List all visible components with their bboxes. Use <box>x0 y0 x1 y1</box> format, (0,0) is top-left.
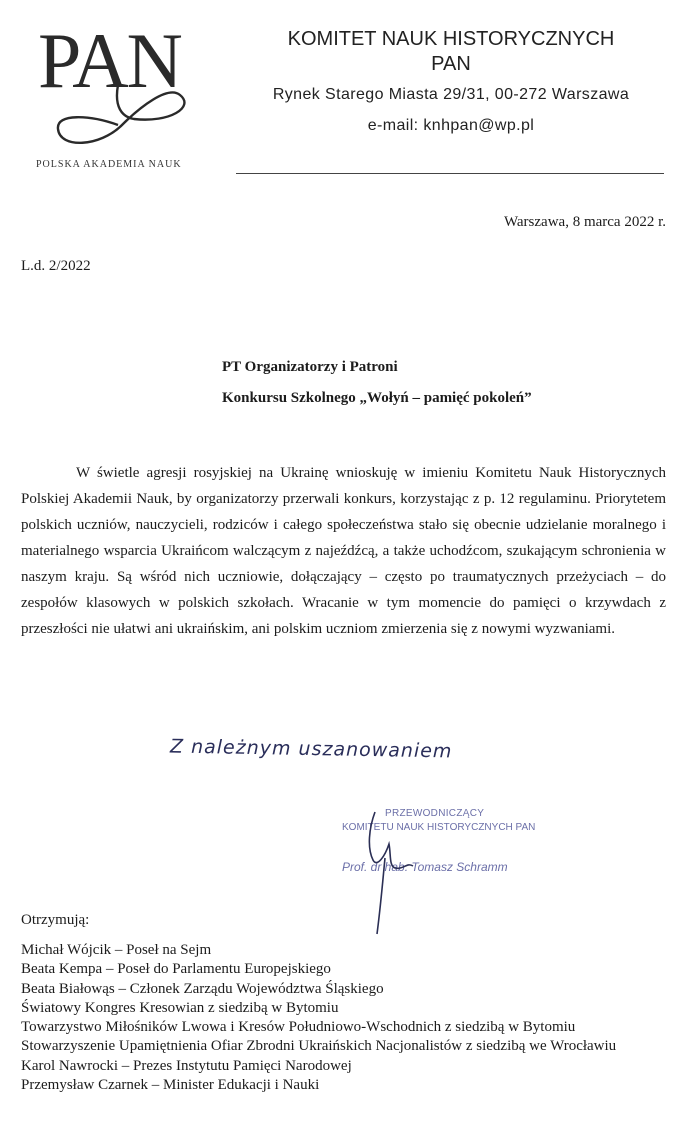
committee-name-line2: PAN <box>431 53 471 75</box>
logo-subtitle: POLSKA AKADEMIA NAUK <box>36 159 182 170</box>
logo-text: PAN <box>38 17 181 104</box>
handwritten-closing: Z należnym uszanowaniem <box>169 735 453 763</box>
recipient-item: Światowy Kongres Kresowian z siedzibą w Bytomiu <box>21 999 339 1016</box>
handwritten-signature <box>355 808 415 938</box>
recipients-heading: Otrzymują: <box>21 912 90 928</box>
header-divider <box>236 173 664 174</box>
stamp-title: PRZEWODNICZĄCY <box>385 808 485 819</box>
recipient-item: Stowarzyszenie Upamiętnienia Ofiar Zbrodni Ukraińskich Nacjonalistów z siedzibą we Wrocławiu <box>21 1038 617 1055</box>
recipient-item: Towarzystwo Miłośników Lwowa i Kresów Południowo-Wschodnich z siedzibą w Bytomiu <box>21 1019 576 1036</box>
stamp-organization: KOMITETU NAUK HISTORYCZNYCH PAN <box>342 822 536 833</box>
addressee <box>222 352 532 414</box>
recipient-item: Beata Kempa – Poseł do Parlamentu Europejskiego <box>21 961 331 978</box>
recipient-item: Beata Białowąs – Członek Zarządu Województwa Śląskiego <box>21 980 384 997</box>
reference-number: L.d. 2/2022 <box>21 258 91 274</box>
letter-date: Warszawa, 8 marca 2022 r. <box>503 214 666 230</box>
stamp-name: Prof. dr hab. Tomasz Schramm <box>342 860 508 874</box>
committee-address: Rynek Starego Miasta 29/31, 00-272 Warszawa <box>272 86 630 103</box>
recipient-item: Karol Nawrocki – Prezes Instytutu Pamięci Narodowej <box>21 1057 352 1074</box>
addressee-line1: PT Organizatorzy i Patroni <box>222 359 398 375</box>
recipients-list <box>21 941 681 1095</box>
committee-name-line1: KOMITET NAUK HISTORYCZNYCH <box>287 28 615 50</box>
recipient-item: Michał Wójcik – Poseł na Sejm <box>21 942 212 958</box>
committee-email: e-mail: knhpan@wp.pl <box>367 117 535 134</box>
infinity-loop-icon <box>30 77 210 157</box>
recipient-item: Przemysław Czarnek – Minister Edukacji i Nauki <box>21 1077 320 1094</box>
addressee-line2: Konkursu Szkolnego „Wołyń – pamięć pokoleń” <box>222 390 532 406</box>
pan-logo <box>30 17 220 182</box>
committee-name <box>236 27 666 77</box>
letter-body: W świetle agresji rosyjskiej na Ukrainę wnioskuję w imieniu Komitetu Nauk Historycznych Polskiej Akademii Nauk, by organizatorzy przerwali konkurs, korzystając z p. 12 regulaminu. Priorytetem polskich uczniów, nauczycieli, rodziców i całego społeczeństwa stało się obecnie udzielanie moralnego i materialnego wsparcia Ukraińcom walczącym z najeźdźcą, a także uchodźcom, szukającym schronienia w naszym kraju. Są wśród nich uczniowie, dołączający – często po traumatycznych przeżyciach – do zespołów klasowych w polskich szkołach. Wracanie w tym momencie do pamięci o krzywdach z przeszłości nie ułatwi ani ukraińskim, ani polskim uczniom zmierzenia się z nowymi wyzwaniami. <box>21 465 666 637</box>
